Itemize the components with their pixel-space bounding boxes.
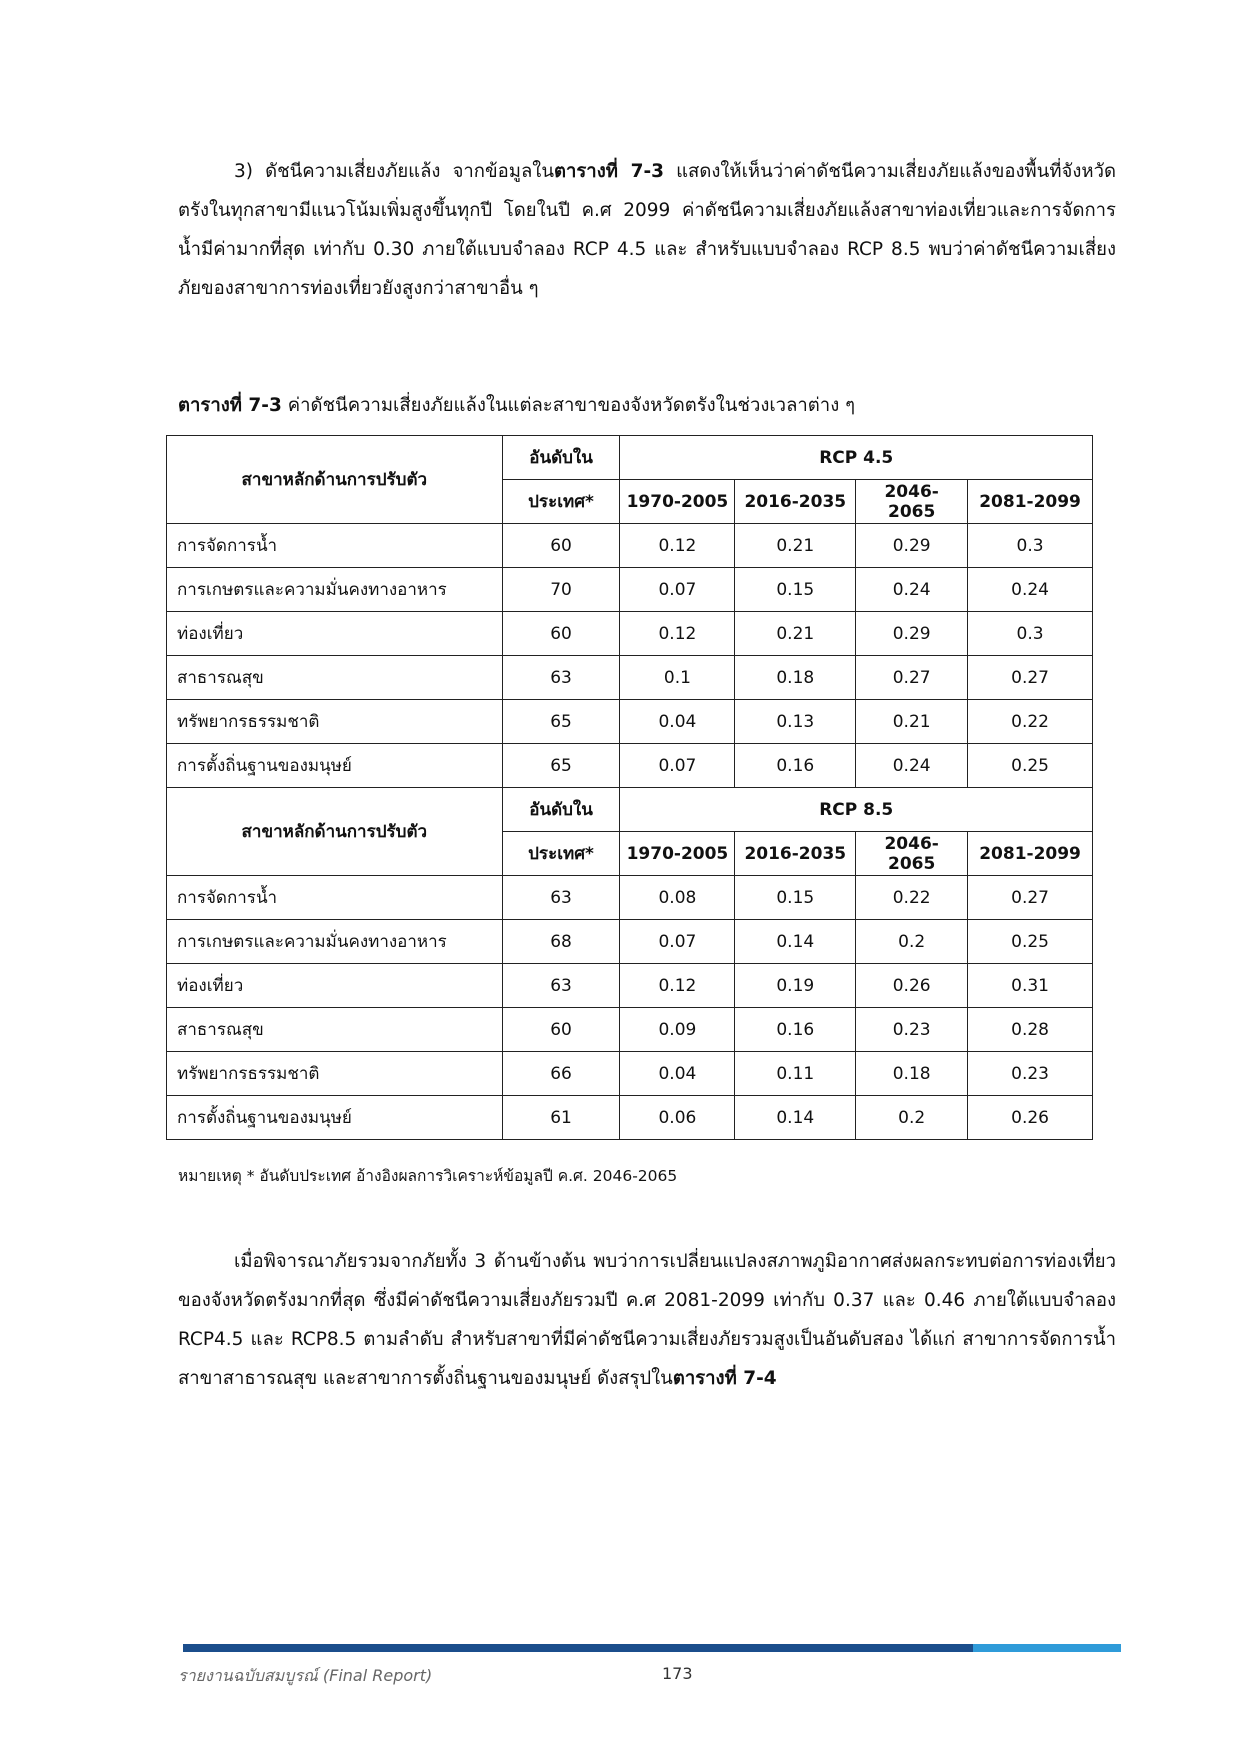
- value-cell: 0.07: [620, 744, 735, 788]
- header-row: [167, 788, 1093, 832]
- value-cell: 0.16: [735, 1008, 856, 1052]
- value-cell: 0.3: [968, 524, 1093, 568]
- rank-cell: 63: [502, 964, 620, 1008]
- value-cell: 0.21: [735, 612, 856, 656]
- rank-cell: 65: [502, 700, 620, 744]
- table-row: [167, 1052, 1093, 1096]
- sector-cell: การตั้งถิ่นฐานของมนุษย์: [167, 744, 503, 788]
- value-cell: 0.24: [856, 568, 968, 612]
- sector-cell: การจัดการน้ำ: [167, 876, 503, 920]
- footer-bar-light: [973, 1644, 1121, 1652]
- rank-cell: 66: [502, 1052, 620, 1096]
- value-cell: 0.11: [735, 1052, 856, 1096]
- table-caption: [178, 392, 855, 420]
- sector-cell: ท่องเที่ยว: [167, 612, 503, 656]
- table-row: [167, 524, 1093, 568]
- table-note: หมายเหตุ * อันดับประเทศ อ้างอิงผลการวิเคราะห์ข้อมูลปี ค.ศ. 2046-2065: [178, 1167, 678, 1185]
- rank-cell: 65: [502, 744, 620, 788]
- value-cell: 0.14: [735, 920, 856, 964]
- paragraph2-table-ref: ตารางที่ 7-4: [672, 1368, 777, 1389]
- value-cell: 0.12: [620, 524, 735, 568]
- value-cell: 0.19: [735, 964, 856, 1008]
- value-cell: 0.08: [620, 876, 735, 920]
- table-row: [167, 568, 1093, 612]
- table-row: [167, 1096, 1093, 1140]
- footer-bar-dark: [183, 1644, 973, 1652]
- rank-cell: 63: [502, 876, 620, 920]
- sector-cell: ทรัพยากรธรรมชาติ: [167, 700, 503, 744]
- value-cell: 0.12: [620, 964, 735, 1008]
- footer-bar: [183, 1644, 1121, 1652]
- paragraph1-table-ref: ตารางที่ 7-3: [553, 161, 665, 182]
- value-cell: 0.04: [620, 1052, 735, 1096]
- rank-cell: 70: [502, 568, 620, 612]
- period-header: 2046-2065: [856, 832, 968, 876]
- value-cell: 0.21: [856, 700, 968, 744]
- value-cell: 0.07: [620, 920, 735, 964]
- value-cell: 0.27: [968, 876, 1093, 920]
- sector-cell: การตั้งถิ่นฐานของมนุษย์: [167, 1096, 503, 1140]
- value-cell: 0.22: [968, 700, 1093, 744]
- period-header: 2016-2035: [735, 480, 856, 524]
- sector-cell: สาธารณสุข: [167, 656, 503, 700]
- rank-header-line2: ประเทศ*: [502, 480, 620, 524]
- value-cell: 0.15: [735, 876, 856, 920]
- paragraph2-text: เมื่อพิจารณาภัยรวมจากภัยทั้ง 3 ด้านข้างต้น พบว่าการเปลี่ยนแปลงสภาพภูมิอากาศส่งผลกระทบต่อการท่องเที่ยวของจังหวัดตรังมากที่สุด ซึ่งมีค่าดัชนีความเสี่ยงภัยรวมปี ค.ศ 2081-2099 เท่ากับ 0.37 และ 0.46 ภายใต้แบบจำลอง RCP4.5 และ RCP8.5 ตามลำดับ สำหรับสาขาที่มีค่าดัชนีความเสี่ยงภัยรวมสูงเป็นอันดับสอง ได้แก่ สาขาการจัดการน้ำ สาขาสาธารณสุข และสาขาการตั้งถิ่นฐานของมนุษย์ ดังสรุปใน: [178, 1251, 1116, 1389]
- value-cell: 0.04: [620, 700, 735, 744]
- value-cell: 0.15: [735, 568, 856, 612]
- drought-risk-table: [166, 435, 1093, 1140]
- value-cell: 0.24: [968, 568, 1093, 612]
- value-cell: 0.29: [856, 524, 968, 568]
- table-row: [167, 656, 1093, 700]
- value-cell: 0.3: [968, 612, 1093, 656]
- value-cell: 0.24: [856, 744, 968, 788]
- value-cell: 0.23: [968, 1052, 1093, 1096]
- rank-header-line2: ประเทศ*: [502, 832, 620, 876]
- value-cell: 0.1: [620, 656, 735, 700]
- table-caption-text: ค่าดัชนีความเสี่ยงภัยแล้งในแต่ละสาขาของจังหวัดตรังในช่วงเวลาต่าง ๆ: [281, 395, 856, 416]
- sector-cell: ท่องเที่ยว: [167, 964, 503, 1008]
- value-cell: 0.29: [856, 612, 968, 656]
- paragraph1-text-1: 3) ดัชนีความเสี่ยงภัยแล้ง จากข้อมูลใน: [234, 161, 554, 182]
- period-header: 1970-2005: [620, 480, 735, 524]
- rcp45-section: [167, 436, 1093, 788]
- sector-header: สาขาหลักด้านการปรับตัว: [167, 436, 503, 524]
- table-row: [167, 964, 1093, 1008]
- value-cell: 0.18: [735, 656, 856, 700]
- value-cell: 0.31: [968, 964, 1093, 1008]
- value-cell: 0.26: [856, 964, 968, 1008]
- table-row: [167, 876, 1093, 920]
- sector-cell: การเกษตรและความมั่นคงทางอาหาร: [167, 920, 503, 964]
- table-row: [167, 1008, 1093, 1052]
- period-header: 2081-2099: [968, 832, 1093, 876]
- footer-report-title: รายงานฉบับสมบูรณ์ (Final Report): [178, 1666, 433, 1685]
- period-header: 2081-2099: [968, 480, 1093, 524]
- value-cell: 0.13: [735, 700, 856, 744]
- sector-cell: การจัดการน้ำ: [167, 524, 503, 568]
- period-header: 2016-2035: [735, 832, 856, 876]
- value-cell: 0.25: [968, 744, 1093, 788]
- rcp85-label: RCP 8.5: [620, 788, 1093, 832]
- value-cell: 0.27: [968, 656, 1093, 700]
- value-cell: 0.06: [620, 1096, 735, 1140]
- table-row: [167, 612, 1093, 656]
- header-row: [167, 436, 1093, 480]
- table-row: [167, 700, 1093, 744]
- value-cell: 0.25: [968, 920, 1093, 964]
- value-cell: 0.2: [856, 920, 968, 964]
- rank-cell: 60: [502, 612, 620, 656]
- value-cell: 0.28: [968, 1008, 1093, 1052]
- rank-header-line1: อันดับใน: [502, 436, 620, 480]
- sector-cell: ทรัพยากรธรรมชาติ: [167, 1052, 503, 1096]
- value-cell: 0.26: [968, 1096, 1093, 1140]
- value-cell: 0.27: [856, 656, 968, 700]
- value-cell: 0.22: [856, 876, 968, 920]
- table-row: [167, 920, 1093, 964]
- rank-header-line1: อันดับใน: [502, 788, 620, 832]
- value-cell: 0.07: [620, 568, 735, 612]
- value-cell: 0.23: [856, 1008, 968, 1052]
- value-cell: 0.2: [856, 1096, 968, 1140]
- paragraph-combined-risk: [178, 1242, 1116, 1398]
- rcp45-label: RCP 4.5: [620, 436, 1093, 480]
- rank-cell: 68: [502, 920, 620, 964]
- period-header: 2046-2065: [856, 480, 968, 524]
- value-cell: 0.18: [856, 1052, 968, 1096]
- rank-cell: 61: [502, 1096, 620, 1140]
- rcp85-section: [167, 788, 1093, 1140]
- rank-cell: 60: [502, 1008, 620, 1052]
- value-cell: 0.16: [735, 744, 856, 788]
- rank-cell: 63: [502, 656, 620, 700]
- paragraph1-text-2: แสดงให้เห็นว่าค่าดัชนีความเสี่ยงภัยแล้งของพื้นที่จังหวัดตรังในทุกสาขามีแนวโน้มเพิ่มสูงขึ้นทุกปี โดยในปี ค.ศ 2099 ค่าดัชนีความเสี่ยงภัยแล้งสาขาท่องเที่ยวและการจัดการน้ำมีค่ามากที่สุด เท่ากับ 0.30 ภายใต้แบบจำลอง RCP 4.5 และ สำหรับแบบจำลอง RCP 8.5 พบว่าค่าดัชนีความเสี่ยงภัยของสาขาการท่องเที่ยวยังสูงกว่าสาขาอื่น ๆ: [178, 161, 1116, 299]
- sector-header: สาขาหลักด้านการปรับตัว: [167, 788, 503, 876]
- value-cell: 0.21: [735, 524, 856, 568]
- table-row: [167, 744, 1093, 788]
- sector-cell: สาธารณสุข: [167, 1008, 503, 1052]
- page-number: 173: [662, 1664, 693, 1683]
- value-cell: 0.12: [620, 612, 735, 656]
- sector-cell: การเกษตรและความมั่นคงทางอาหาร: [167, 568, 503, 612]
- paragraph-drought-risk: [178, 152, 1116, 308]
- table-caption-label: ตารางที่ 7-3: [178, 395, 282, 416]
- period-header: 1970-2005: [620, 832, 735, 876]
- value-cell: 0.09: [620, 1008, 735, 1052]
- rank-cell: 60: [502, 524, 620, 568]
- value-cell: 0.14: [735, 1096, 856, 1140]
